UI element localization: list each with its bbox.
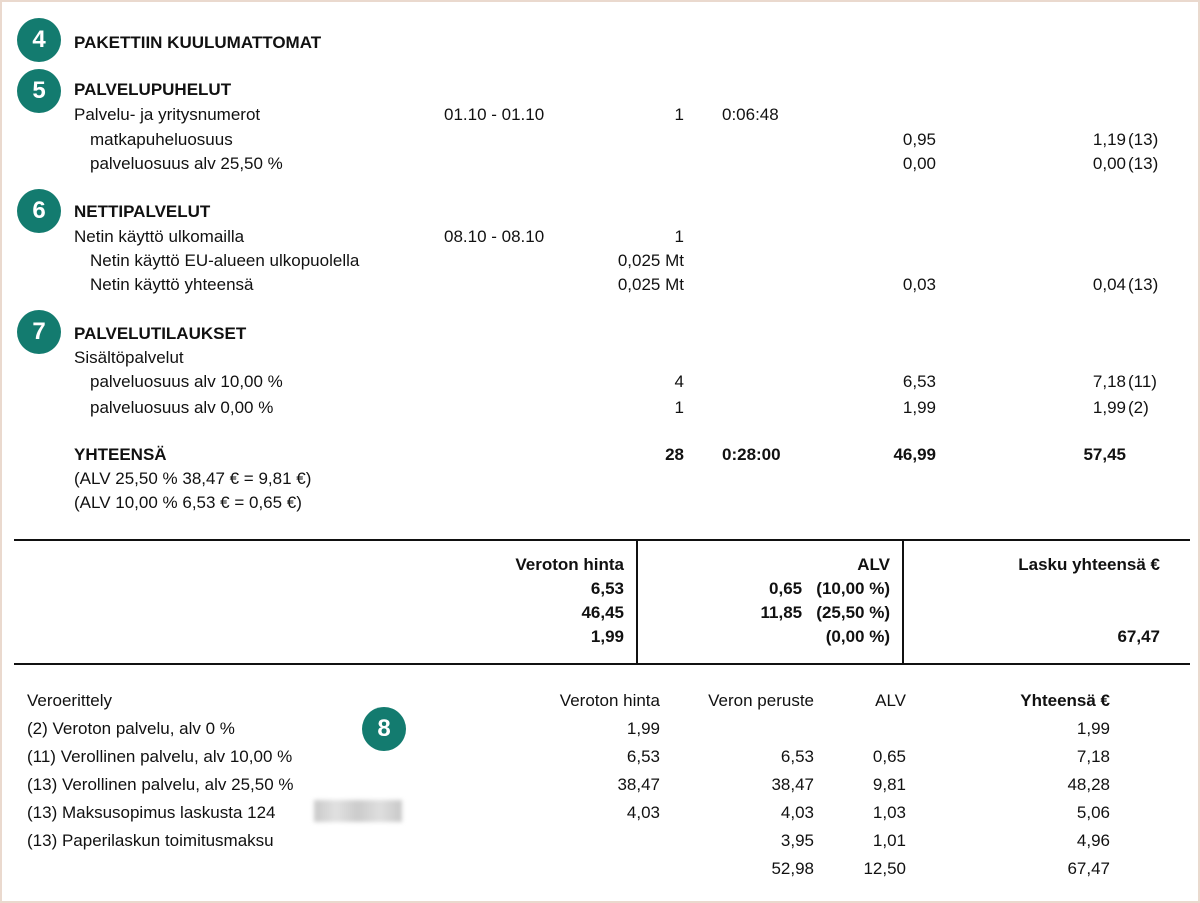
tax-header-label: Veroerittely	[27, 691, 113, 710]
section-title-4: PAKETTIIN KUULUMATTOMAT	[74, 33, 322, 52]
row-label: Netin käyttö ulkomailla	[74, 227, 245, 246]
section-badge-5: 5	[17, 69, 61, 113]
row-date: 01.10 - 01.10	[444, 105, 545, 124]
row-date: 08.10 - 08.10	[444, 227, 545, 246]
section-title-5: PALVELUPUHELUT	[74, 80, 232, 99]
row-label: palveluosuus alv 25,50 %	[90, 154, 283, 173]
section-badge-7: 7	[17, 310, 61, 354]
summary-total-value: 67,47	[1117, 627, 1160, 646]
row-code: (11)	[1128, 372, 1157, 391]
total-net: 46,99	[893, 445, 936, 464]
tax-row-vat: 1,03	[872, 803, 906, 822]
tax-row-label: (13) Verollinen palvelu, alv 25,50 %	[27, 775, 294, 794]
row-qty: 1	[674, 105, 684, 124]
tax-row-base: 3,95	[780, 831, 814, 850]
total-gross: 57,45	[1083, 445, 1126, 464]
tax-header-net: Veroton hinta	[559, 691, 660, 710]
row-code: (13)	[1128, 275, 1159, 294]
redacted-invoice-number	[314, 800, 402, 822]
tax-row-label: (2) Veroton palvelu, alv 0 %	[27, 719, 235, 738]
summary-vat-header: ALV	[857, 555, 890, 574]
row-net: 0,00	[902, 154, 936, 173]
summary-net-value: 46,45	[581, 603, 624, 622]
row-label: Netin käyttö EU-alueen ulkopuolella	[90, 251, 360, 270]
tax-row-net: 4,03	[626, 803, 660, 822]
section-badge-8: 8	[362, 707, 406, 751]
section-badge-4: 4	[17, 18, 61, 62]
summary-total-header: Lasku yhteensä €	[1018, 555, 1160, 574]
summary-divider-2	[902, 539, 904, 665]
tax-row-net: 38,47	[617, 775, 660, 794]
row-qty: 0,025 Mt	[617, 275, 684, 294]
tax-sum-total: 67,47	[1067, 859, 1110, 878]
row-qty: 1	[674, 398, 684, 417]
section-title-7: PALVELUTILAUKSET	[74, 324, 247, 343]
tax-row-total: 48,28	[1067, 775, 1110, 794]
row-code: (13)	[1128, 130, 1159, 149]
summary-net-value: 1,99	[590, 627, 624, 646]
tax-row-vat: 1,01	[872, 831, 906, 850]
tax-row-net: 1,99	[626, 719, 660, 738]
row-label: Netin käyttö yhteensä	[90, 275, 254, 294]
row-label: palveluosuus alv 10,00 %	[90, 372, 283, 391]
tax-row-vat: 9,81	[872, 775, 906, 794]
summary-top-rule	[14, 539, 1190, 541]
tax-row-total: 4,96	[1076, 831, 1110, 850]
tax-sum-vat: 12,50	[863, 859, 906, 878]
total-vat-line-2: (ALV 10,00 % 6,53 € = 0,65 €)	[74, 493, 302, 512]
tax-row-base: 38,47	[771, 775, 814, 794]
row-gross: 1,99	[1092, 398, 1126, 417]
total-vat-line-1: (ALV 25,50 % 38,47 € = 9,81 €)	[74, 469, 312, 488]
summary-net-value: 6,53	[590, 579, 624, 598]
row-gross: 0,00	[1092, 154, 1126, 173]
row-label: palveluosuus alv 0,00 %	[90, 398, 274, 417]
tax-row-base: 4,03	[780, 803, 814, 822]
row-code: (13)	[1128, 154, 1159, 173]
total-label: YHTEENSÄ	[74, 445, 167, 464]
row-net: 0,95	[902, 130, 936, 149]
row-net: 6,53	[902, 372, 936, 391]
row-gross: 7,18	[1092, 372, 1126, 391]
row-gross: 1,19	[1092, 130, 1126, 149]
row-qty: 0,025 Mt	[617, 251, 684, 270]
tax-row-total: 5,06	[1076, 803, 1110, 822]
row-label: matkapuheluosuus	[90, 130, 233, 149]
row-net: 0,03	[902, 275, 936, 294]
row-label: Palvelu- ja yritysnumerot	[74, 105, 261, 124]
tax-sum-base: 52,98	[771, 859, 814, 878]
summary-bottom-rule	[14, 663, 1190, 665]
row-qty: 4	[674, 372, 684, 391]
row-code: (2)	[1128, 398, 1149, 417]
tax-header-vat: ALV	[875, 691, 906, 710]
tax-row-net: 6,53	[626, 747, 660, 766]
tax-header-total: Yhteensä €	[1020, 691, 1110, 710]
row-label: Sisältöpalvelut	[74, 348, 184, 367]
row-net: 1,99	[902, 398, 936, 417]
section-title-6: NETTIPALVELUT	[74, 202, 211, 221]
tax-row-vat: 0,65	[872, 747, 906, 766]
tax-header-base: Veron peruste	[708, 691, 814, 710]
tax-row-label: (11) Verollinen palvelu, alv 10,00 %	[27, 747, 293, 766]
row-time: 0:06:48	[722, 105, 779, 124]
summary-vat-value: 11,85 (25,50 %)	[760, 603, 890, 622]
tax-row-total: 7,18	[1076, 747, 1110, 766]
tax-row-base: 6,53	[780, 747, 814, 766]
summary-vat-value: (0,00 %)	[825, 627, 890, 646]
summary-divider-1	[636, 539, 638, 665]
section-badge-6: 6	[17, 189, 61, 233]
row-qty: 1	[674, 227, 684, 246]
tax-row-label: (13) Maksusopimus laskusta 124	[27, 803, 276, 822]
tax-row-total: 1,99	[1076, 719, 1110, 738]
summary-vat-value: 0,65 (10,00 %)	[769, 579, 890, 598]
summary-net-header: Veroton hinta	[515, 555, 624, 574]
row-gross: 0,04	[1092, 275, 1126, 294]
total-time: 0:28:00	[722, 445, 781, 464]
total-qty: 28	[665, 445, 684, 464]
tax-row-label: (13) Paperilaskun toimitusmaksu	[27, 831, 274, 850]
